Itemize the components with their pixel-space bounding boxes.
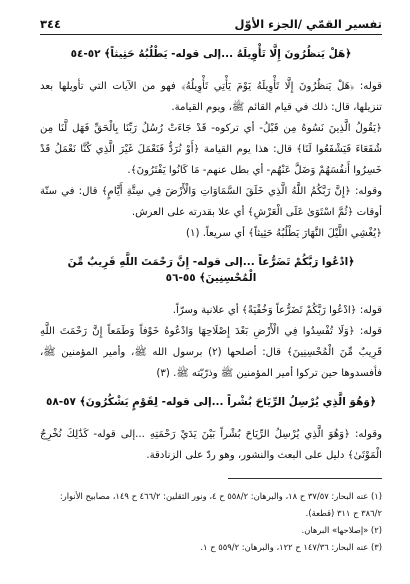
- page-body: [40, 42, 382, 466]
- footnote-2: (٢) «إصلاحها» البرهان.: [301, 525, 382, 535]
- commentary-paragraph: قوله: ﴿ادْعُوا رَبَّكُمْ تَضَرُّعاً وَخُفْيَةً﴾ أي علانية وسرّاً.: [172, 305, 382, 316]
- page-header: [40, 12, 382, 35]
- footnote-separator: [228, 478, 382, 479]
- commentary-paragraph: وقوله: ﴿وَهُوَ الَّذِي يُرْسِلُ الرِّيَاحَ بُشْراً بَيْنَ يَدَيْ رَحْمَتِهِ ...إلى قوله- كَذَٰلِكَ نُخْرِجُ الْمَوْتَىٰ﴾ دليل على البعث والنشور، وهو ردّ على الزنادقة.: [40, 429, 382, 461]
- commentary-paragraph: ﴿يَقُولُ الَّذِينَ نَسُوهُ مِن قَبْلُ- أي تركوه- قَدْ جَاءَتْ رُسُلُ رَبِّنَا بِالْحَقِّ فَهَل لَّنَا مِن شُفَعَاءَ فَيَشْفَعُوا لَنَا﴾ قال: هذا يوم القيامة ﴿أَوْ نُرَدُّ فَنَعْمَلَ غَيْرَ الَّذِي كُنَّا نَعْمَلُ قَدْ خَسِرُوا أَنفُسَهُمْ وَضَلَّ عَنْهُم- أي بطل عنهم- مَا كَانُوا يَفْتَرُونَ﴾.: [40, 123, 382, 176]
- commentary-paragraph: وقوله: ﴿إِنَّ رَبَّكُمُ اللَّهُ الَّذِي خَلَقَ السَّمَاوَاتِ وَالْأَرْضَ فِي سِتَّةِ أَيَّامٍ﴾ قال: في ستّة أوقات ﴿ثُمَّ اسْتَوَىٰ عَلَى الْعَرْشِ﴾ أي علا بقدرته على العرش.: [40, 186, 382, 218]
- verse-heading: ﴿ادْعُوا رَبَّكُمْ تَضَرُّعاً ...إلى قوله- إِنَّ رَحْمَتَ اللَّهِ قَرِيبٌ مِّنَ الْمُحْسِنِينَ﴾ ٥٥-٥٦: [67, 256, 355, 284]
- footnotes: [40, 488, 382, 556]
- commentary-paragraph: قوله: ﴿وَلَا تُفْسِدُوا فِي الْأَرْضِ بَعْدَ إِصْلَاحِهَا وَادْعُوهُ خَوْفاً وَطَمَعاً إِنَّ رَحْمَتَ اللَّهِ قَرِيبٌ مِّنَ الْمُحْسِنِينَ﴾ قال: أصلحها (٢) برسول الله ﷺ، وأمير المؤمنين ﷺ، فأفسدوها حين تركوا أمير المؤمنين ﷺ وذرّيّته ﷺ. (٣): [40, 326, 383, 379]
- page-number: ٣٤٤: [40, 17, 62, 31]
- verse-heading: ﴿هَلْ يَنظُرُونَ إِلَّا تَأْوِيلَهُ ...إلى قوله- يَطْلُبُهُ حَثِيثاً﴾ ٥٢-٥٤: [70, 48, 352, 60]
- running-title: تفسير القمّي /الجزء الأوّل: [234, 17, 382, 31]
- footnote-1: (١) عنه البحار: ٣٧/٥٧ ح ١٨، والبرهان: ٥٥٨/٢ ح ٤، ونور الثقلين: ٤٦٦/٢ ح ١٤٩، مصابيح الأنوار: ٣٨٦/٢ ح ٣١١ (قطعة).: [59, 491, 382, 518]
- footnote-3: (٣) عنه البحار: ١٤٧/٣٦ ح ١٢٢، والبرهان: ٥٥٩/٢ ح ١.: [200, 542, 382, 552]
- verse-heading: ﴿وَهُوَ الَّذِي يُرْسِلُ الرِّيَاحَ بُشْراً ...إلى قوله- لِقَوْمٍ يَشْكُرُونَ﴾ ٥٧-٥٨: [45, 396, 377, 408]
- commentary-paragraph: ﴿يُغْشِي اللَّيْلَ النَّهَارَ يَطْلُبُهُ حَثِيثاً﴾ أي سريعاً. (١): [186, 228, 382, 239]
- commentary-paragraph: قوله: ﴿هَلْ يَنظُرُونَ إِلَّا تَأْوِيلَهُ يَوْمَ يَأْتِي تَأْوِيلُهُ﴾ فهو من الآيات التي تأويلها بعد تنزيلها، قال: ذلك في قيام القائم ﷺ، ويوم القيامة.: [40, 81, 382, 113]
